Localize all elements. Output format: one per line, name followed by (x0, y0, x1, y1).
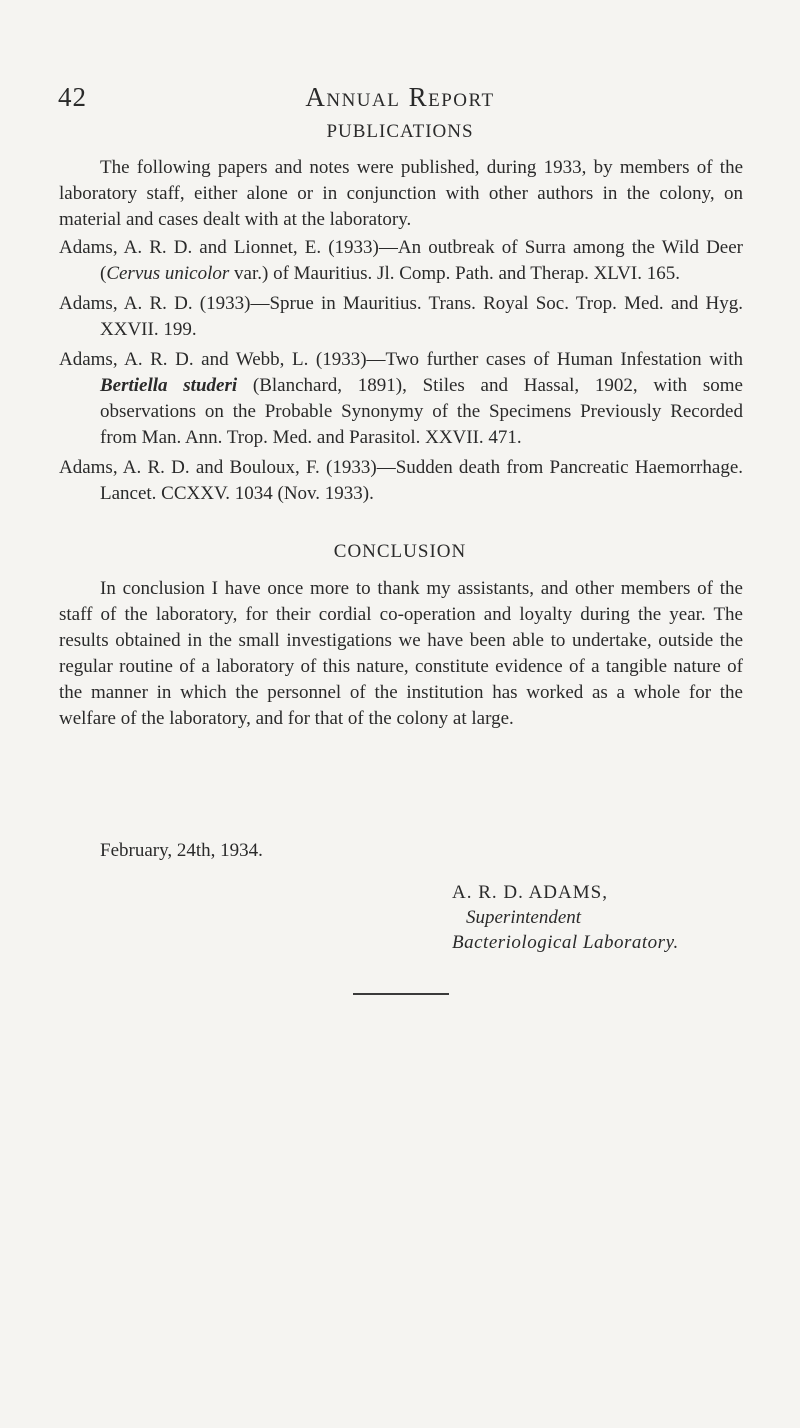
publications-heading: PUBLICATIONS (326, 121, 474, 142)
reference-item: Adams, A. R. D. and Lionnet, E. (1933)—An outbreak of Surra among the Wild Deer (Cervus unicolor var.) of Mauritius. Jl. Comp. Path. and Therap. XLVI. 165. (59, 237, 743, 284)
signature-block (452, 880, 679, 955)
publications-intro: The following papers and notes were published, during 1933, by members of the laboratory staff, either alone or in conjunction with other authors in the colony, on material and cases dealt with at the laboratory. (59, 157, 743, 230)
signatory-title: Superintendent (466, 907, 582, 928)
reference-item: Adams, A. R. D. and Webb, L. (1933)—Two further cases of Human Infestation with Bertiella studeri (Blanchard, 1891), Stiles and Hassal, 1902, with some observations on the Probable Synonymy of the Specimens Previously Recorded from Man. Ann. Trop. Med. and Parasitol. XXVII. 471. (59, 349, 743, 448)
signatory-department: Bacteriological Laboratory. (452, 932, 679, 953)
page-number: 42 (58, 82, 87, 112)
reference-item: Adams, A. R. D. and Bouloux, F. (1933)—Sudden death from Pancreatic Haemorrhage. Lancet. CCXXV. 1034 (Nov. 1933). (59, 457, 743, 504)
closing-rule (353, 993, 449, 995)
reference-list (59, 235, 743, 511)
closing-date: February, 24th, 1934. (100, 840, 263, 861)
page-header (58, 82, 742, 122)
running-head: Annual Report (305, 82, 495, 112)
conclusion-text: In conclusion I have once more to thank my assistants, and other members of the staff of the laboratory, for their cordial co-operation and loyalty during the year. The results obtained in the small investigations we have been able to undertake, outside the regular routine of a laboratory of this nature, constitute evidence of a tangible nature of the manner in which the personnel of the institution has worked as a whole for the welfare of the laboratory, and for that of the colony at large. (59, 578, 743, 729)
signatory-name: A. R. D. ADAMS, (452, 882, 608, 903)
conclusion-heading: CONCLUSION (333, 541, 467, 562)
reference-item: Adams, A. R. D. (1933)—Sprue in Mauritius. Trans. Royal Soc. Trop. Med. and Hyg. XXVII. 199. (59, 293, 743, 340)
